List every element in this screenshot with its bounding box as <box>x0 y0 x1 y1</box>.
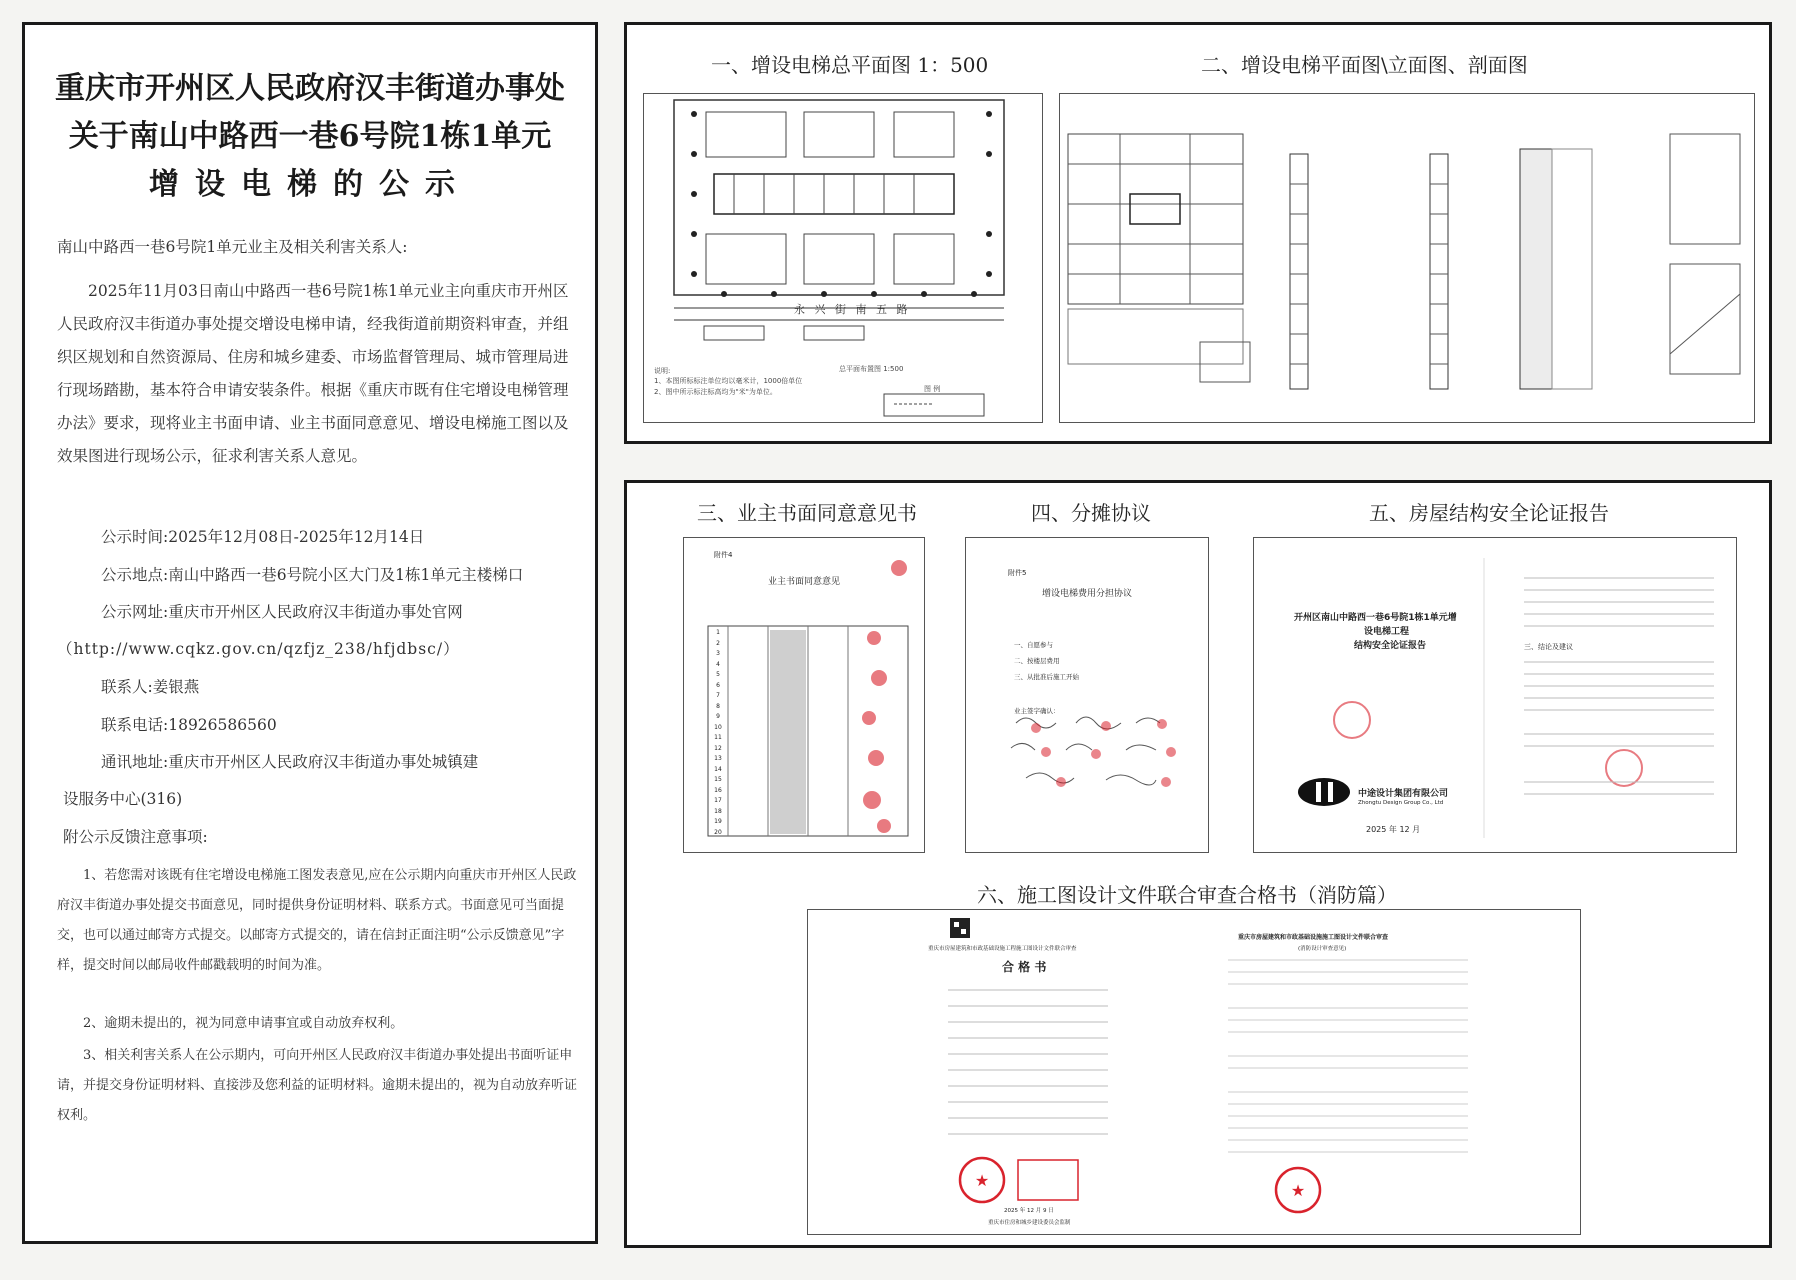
row-2: 2 <box>716 639 720 647</box>
certificate-header: 重庆市房屋建筑和市政基础设施工程施工图设计文件联合审查 <box>928 946 1077 952</box>
svg-text:★: ★ <box>1290 1181 1306 1200</box>
owner-consent-document <box>683 537 925 853</box>
section-2-title: 二、增设电梯平面图\立面图、剖面图 <box>1201 53 1528 77</box>
certificate-date: 2025 年 12 月 9 日 <box>1004 1208 1054 1214</box>
report-title-line-2: 设电梯工程 <box>1364 627 1410 637</box>
feedback-heading: 附公示反馈注意事项: <box>63 828 208 846</box>
agreement-item-1: 一、自愿参与 <box>1014 641 1053 649</box>
title-line-3: 增设电梯的公示 <box>149 167 471 202</box>
row-4: 4 <box>716 660 720 668</box>
notice-location: 公示地点:南山中路西一巷6号院小区大门及1栋1单元主楼梯口 <box>101 566 524 584</box>
row-14: 14 <box>714 765 722 773</box>
notice-period: 公示时间:2025年12月08日-2025年12月14日 <box>101 528 425 546</box>
report-right-heading: 三、结论及建议 <box>1524 643 1573 651</box>
svg-text:★: ★ <box>974 1171 990 1190</box>
site-plan-legend-title: 图 例 <box>924 385 941 393</box>
salutation: 南山中路西一巷6号院1单元业主及相关利害关系人: <box>57 238 408 256</box>
agreement-item-3: 三、从批准后施工开始 <box>1014 673 1079 681</box>
site-plan-road-label: 永 兴 街 南 五 路 <box>794 303 911 316</box>
row-5: 5 <box>716 671 720 678</box>
row-19: 19 <box>714 818 722 825</box>
elevation-graphic <box>1060 94 1755 423</box>
notice-panel <box>22 22 598 1244</box>
certificate-right-subtitle: (消防设计审查意见) <box>1298 946 1347 952</box>
certificate-graphic <box>808 910 1581 1235</box>
row-13: 13 <box>714 755 722 762</box>
certificate-title: 合 格 书 <box>1002 960 1047 974</box>
agreement-title: 增设电梯费用分担协议 <box>1041 589 1132 599</box>
row-15: 15 <box>714 776 722 783</box>
certificate-issuer: 重庆市住房和城乡建设委员会监制 <box>988 1220 1071 1226</box>
row-17: 17 <box>714 797 722 804</box>
title-line-1: 重庆市开州区人民政府汉丰街道办事处 <box>55 71 565 106</box>
report-title-line-3: 结构安全论证报告 <box>1354 641 1427 651</box>
notice-title <box>25 65 595 209</box>
report-title-line-1: 开州区南山中路西一巷6号院1栋1单元增 <box>1294 613 1457 623</box>
row-1: 1 <box>716 629 720 636</box>
site-plan-drawing <box>643 93 1043 423</box>
row-11: 11 <box>714 734 722 741</box>
site-plan-scale-note: 总平面布置图 1:500 <box>839 365 904 373</box>
agreement-item-2: 二、按楼层费用 <box>1014 657 1060 665</box>
notice-website-url[interactable]: （http://www.cqkz.gov.cn/qzfjz_238/hfjdbsc/） <box>57 640 460 658</box>
report-company: 中途设计集团有限公司 <box>1358 789 1449 799</box>
row-3: 3 <box>716 650 720 657</box>
feedback-note-3: 3、相关利害关系人在公示期内，可向开州区人民政府汉丰街道办事处提出书面听证申请，并提交身份证明材料、直接涉及您利益的证明材料。逾期未提出的，视为自动放弃听证权利。 <box>57 1048 578 1123</box>
report-company-en: Zhongtu Design Group Co., Ltd <box>1358 800 1444 806</box>
consent-title: 业主书面同意意见 <box>767 577 840 587</box>
structural-safety-report <box>1253 537 1737 853</box>
title-line-2: 关于南山中路西一巷6号院1栋1单元 <box>68 119 552 154</box>
section-4-title: 四、分摊协议 <box>1031 501 1151 525</box>
consent-attachment: 附件4 <box>714 551 733 559</box>
drawings-panel <box>624 22 1772 444</box>
row-16: 16 <box>714 786 722 794</box>
row-12: 12 <box>714 744 722 752</box>
report-date: 2025 年 12 月 <box>1366 825 1421 834</box>
section-1-title: 一、增设电梯总平面图 1：500 <box>711 53 989 77</box>
site-plan-note-2: 2、图中所示标注标高均为"米"为单位。 <box>654 388 777 396</box>
elevator-plan-drawings <box>1059 93 1755 423</box>
row-18: 18 <box>714 807 722 815</box>
report-graphic <box>1254 538 1737 853</box>
site-plan-note-1: 1、本图所标标注单位均以毫米计，1000倍单位 <box>654 377 803 385</box>
cost-agreement-document <box>965 537 1209 853</box>
fire-review-certificate <box>807 909 1581 1235</box>
documents-panel <box>624 480 1772 1248</box>
row-6: 6 <box>716 681 720 689</box>
row-8: 8 <box>716 702 720 710</box>
agreement-attachment: 附件5 <box>1008 569 1027 577</box>
notice-body: 2025年11月03日南山中路西一巷6号院1栋1单元业主向重庆市开州区人民政府汉丰街道办事处提交增设电梯申请，经我街道前期资料审查，并组织区规划和自然资源局、住房和城乡建委、市场监督管理局、城市管理局进行现场踏勘，基本符合申请安装条件。根据《重庆市既有住宅增设电梯管理办法》要求，现将业主书面申请、业主书面同意意见、增设电梯施工图以及效果图进行现场公示，征求利害关系人意见。 <box>57 282 569 465</box>
section-5-title: 五、房屋结构安全论证报告 <box>1369 501 1609 525</box>
consent-row-numbers <box>708 628 728 838</box>
row-20: 20 <box>714 828 722 836</box>
row-10: 10 <box>714 723 722 731</box>
certificate-right-title: 重庆市房屋建筑和市政基础设施施工图设计文件联合审查 <box>1238 934 1389 941</box>
agreement-sign-label: 业主签字确认： <box>1014 707 1060 715</box>
notice-address-line1: 通讯地址:重庆市开州区人民政府汉丰街道办事处城镇建 <box>101 753 479 771</box>
notice-contact: 联系人:姜银燕 <box>101 678 200 696</box>
site-plan-notes-title: 说明: <box>654 367 671 375</box>
section-3-title: 三、业主书面同意意见书 <box>697 501 917 525</box>
feedback-note-1: 1、若您需对该既有住宅增设电梯施工图发表意见,应在公示期内向重庆市开州区人民政府汉丰街道办事处提交书面意见，同时提供身份证明材料、联系方式。书面意见可当面提交，也可以通过邮寄方式提交。以邮寄方式提交的，请在信封正面注明“公示反馈意见”字样，提交时间以邮局收件邮戳载明的时间为准。 <box>57 868 577 973</box>
row-9: 9 <box>716 713 720 720</box>
notice-address-line2: 设服务中心(316) <box>63 790 183 808</box>
notice-website-label: 公示网址:重庆市开州区人民政府汉丰街道办事处官网 <box>101 603 463 621</box>
feedback-note-2: 2、逾期未提出的，视为同意申请事宜或自动放弃权利。 <box>83 1016 404 1031</box>
section-6-title: 六、施工图设计文件联合审查合格书（消防篇） <box>977 883 1397 907</box>
notice-phone: 联系电话:18926586560 <box>101 716 277 734</box>
row-7: 7 <box>716 692 720 699</box>
